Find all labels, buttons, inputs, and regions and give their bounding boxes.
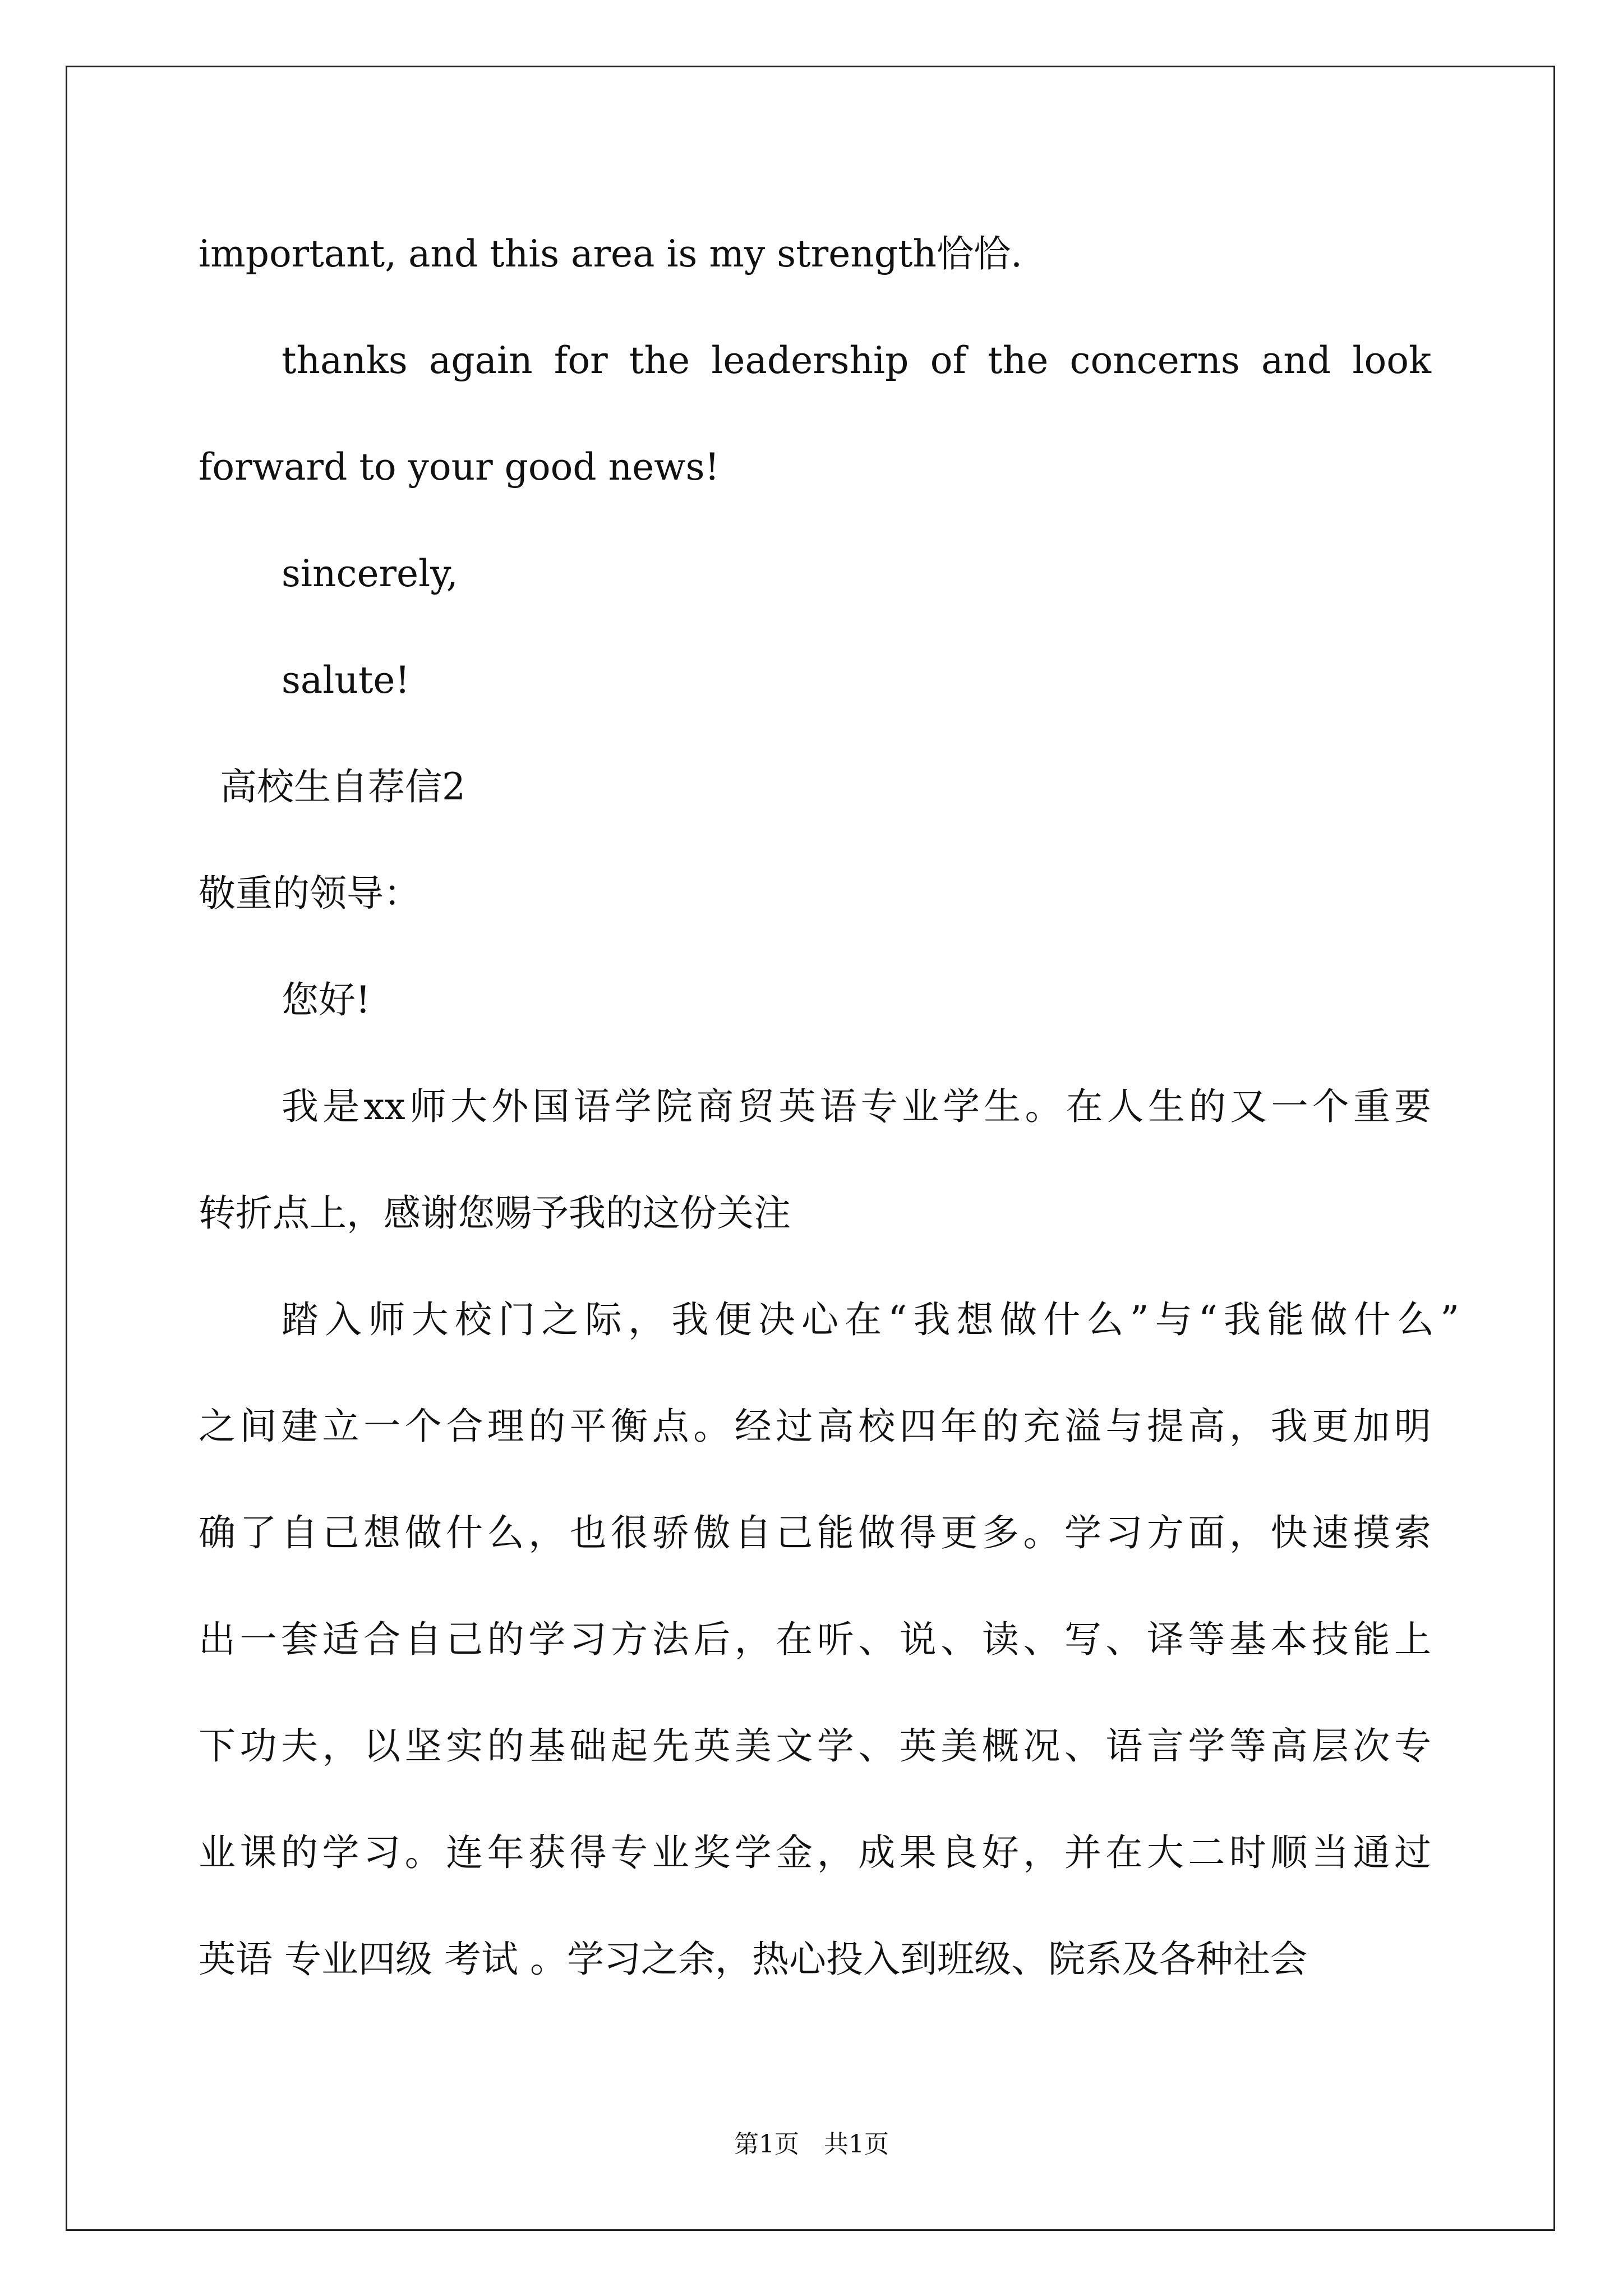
text-line: important, and this area is my strength恰恰. — [199, 232, 1023, 275]
text-line: forward to your good news! — [199, 445, 720, 489]
page-border — [66, 66, 1555, 2231]
text-line: 之间建立一个合理的平衡点。经过高校四年的充溢与提高，我更加明 — [199, 1405, 1431, 1448]
text-line: 转折点上，感谢您赐予我的这份关注 — [199, 1191, 791, 1235]
salutation: 敬重的领导： — [199, 872, 421, 915]
text-line: sincerely, — [282, 552, 458, 595]
text-line: 业课的学习。连年获得专业奖学金，成果良好，并在大二时顺当通过 — [199, 1831, 1431, 1874]
text-line: 我是xx师大外国语学院商贸英语专业学生。在人生的又一个重要 — [282, 1085, 1431, 1128]
section-heading: 高校生自荐信2 — [220, 765, 465, 808]
text-line: 出一套适合自己的学习方法后，在听、说、读、写、译等基本技能上 — [199, 1618, 1431, 1661]
text-line: 下功夫，以坚实的基础起先英美文学、英美概况、语言学等高层次专 — [199, 1724, 1431, 1768]
text-line: 确了自己想做什么，也很骄傲自己能做得更多。学习方面，快速摸索 — [199, 1511, 1431, 1554]
text-line: 英语 专业四级 考试 。学习之余，热心投入到班级、院系及各种社会 — [199, 1938, 1307, 1981]
text-line: thanks again for the leadership of the concerns and look — [282, 339, 1431, 382]
text-line: salute! — [282, 659, 410, 702]
text-line: 踏入师大校门之际，我便决心在“我想做什么”与“我能做什么” — [282, 1298, 1459, 1341]
page-footer: 第1页 共1页 — [734, 2130, 889, 2159]
greeting: 您好! — [282, 978, 371, 1022]
